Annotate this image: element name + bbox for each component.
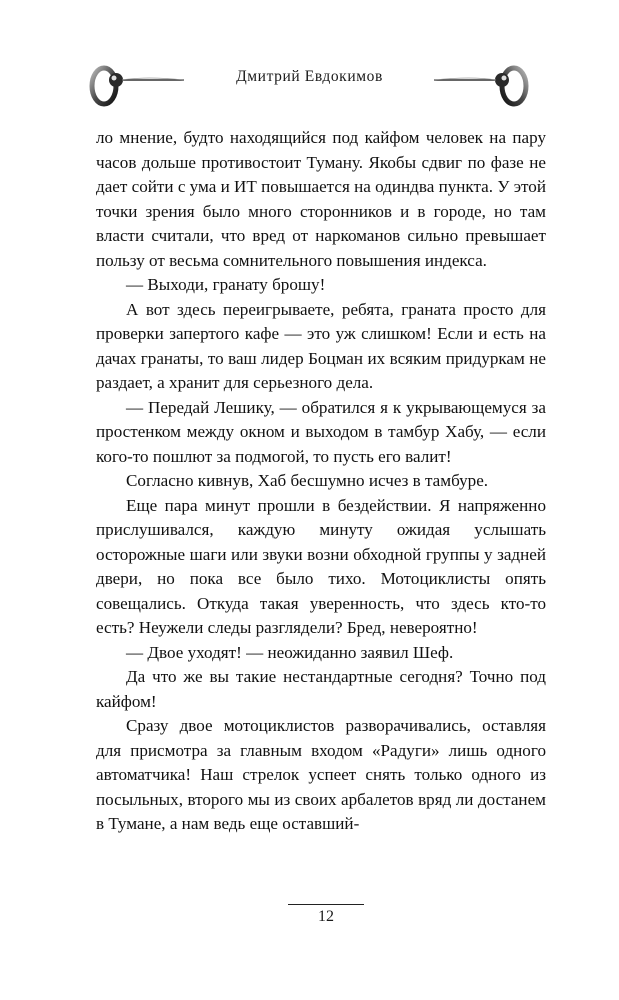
footer-rule bbox=[288, 904, 364, 905]
paragraph: Согласно кивнув, Хаб бесшумно исчез в тамбуре. bbox=[126, 471, 489, 490]
paragraph: ло мнение, будто находящийся под кайфом человек на пару часов дольше противостоит Туману. Якобы сдвиг по фазе не дает сойти с ума и ИТ повышается на одиндва пункта. У этой точки зрения было много сторонников и в городе, но там власти считали, что вред от наркоманов сильно превышает пользу от весьма сомнительного повышения индекса. bbox=[96, 128, 546, 270]
page-number: 12 bbox=[318, 908, 334, 925]
paragraph: — Двое уходят! — неожиданно заявил Шеф. bbox=[126, 642, 454, 662]
paragraph: Еще пара минут прошли в бездействии. Я напряженно прислушивался, каждую минуту ожидая услышать осторожные шаги или звуки возни обходной группы у задней двери, но пока все было тихо. Мотоциклисты опять совещались. Откуда такая уверенность, что здесь кто-то есть? Неужели следы разглядели? Бред, невероятно! bbox=[96, 495, 546, 637]
paragraph: — Передай Лешику, — обратился я к укрывающемуся за простенком между окном и выходом в тамбур Хабу, — если кого-то пошлют за подмогой, то пусть его валит! bbox=[96, 397, 546, 466]
page-body-text bbox=[96, 126, 546, 837]
paragraph: А вот здесь переигрываете, ребята, граната просто для проверки запертого кафе — это уж слишком! Если и есть на дачах гранаты, то ваш лидер Боцман их всяким придуркам не раздает, а хранит для серьезного дела. bbox=[96, 299, 546, 392]
page-header bbox=[0, 52, 619, 116]
paragraph: — Выходи, гранату брошу! bbox=[126, 275, 326, 294]
paragraph: Сразу двое мотоциклистов разворачивались, оставляя для присмотра за главным входом «Радуги» лишь одного автоматчика! Наш стрелок успеет снять только одного из посыльных, второго мы из своих арбалетов вряд ли достанем в Тумане, а нам ведь еще оставший- bbox=[96, 716, 546, 833]
running-head-author: Дмитрий Евдокимов bbox=[236, 68, 383, 85]
paragraph: Да что же вы такие нестандартные сегодня? Точно под кайфом! bbox=[96, 667, 546, 711]
